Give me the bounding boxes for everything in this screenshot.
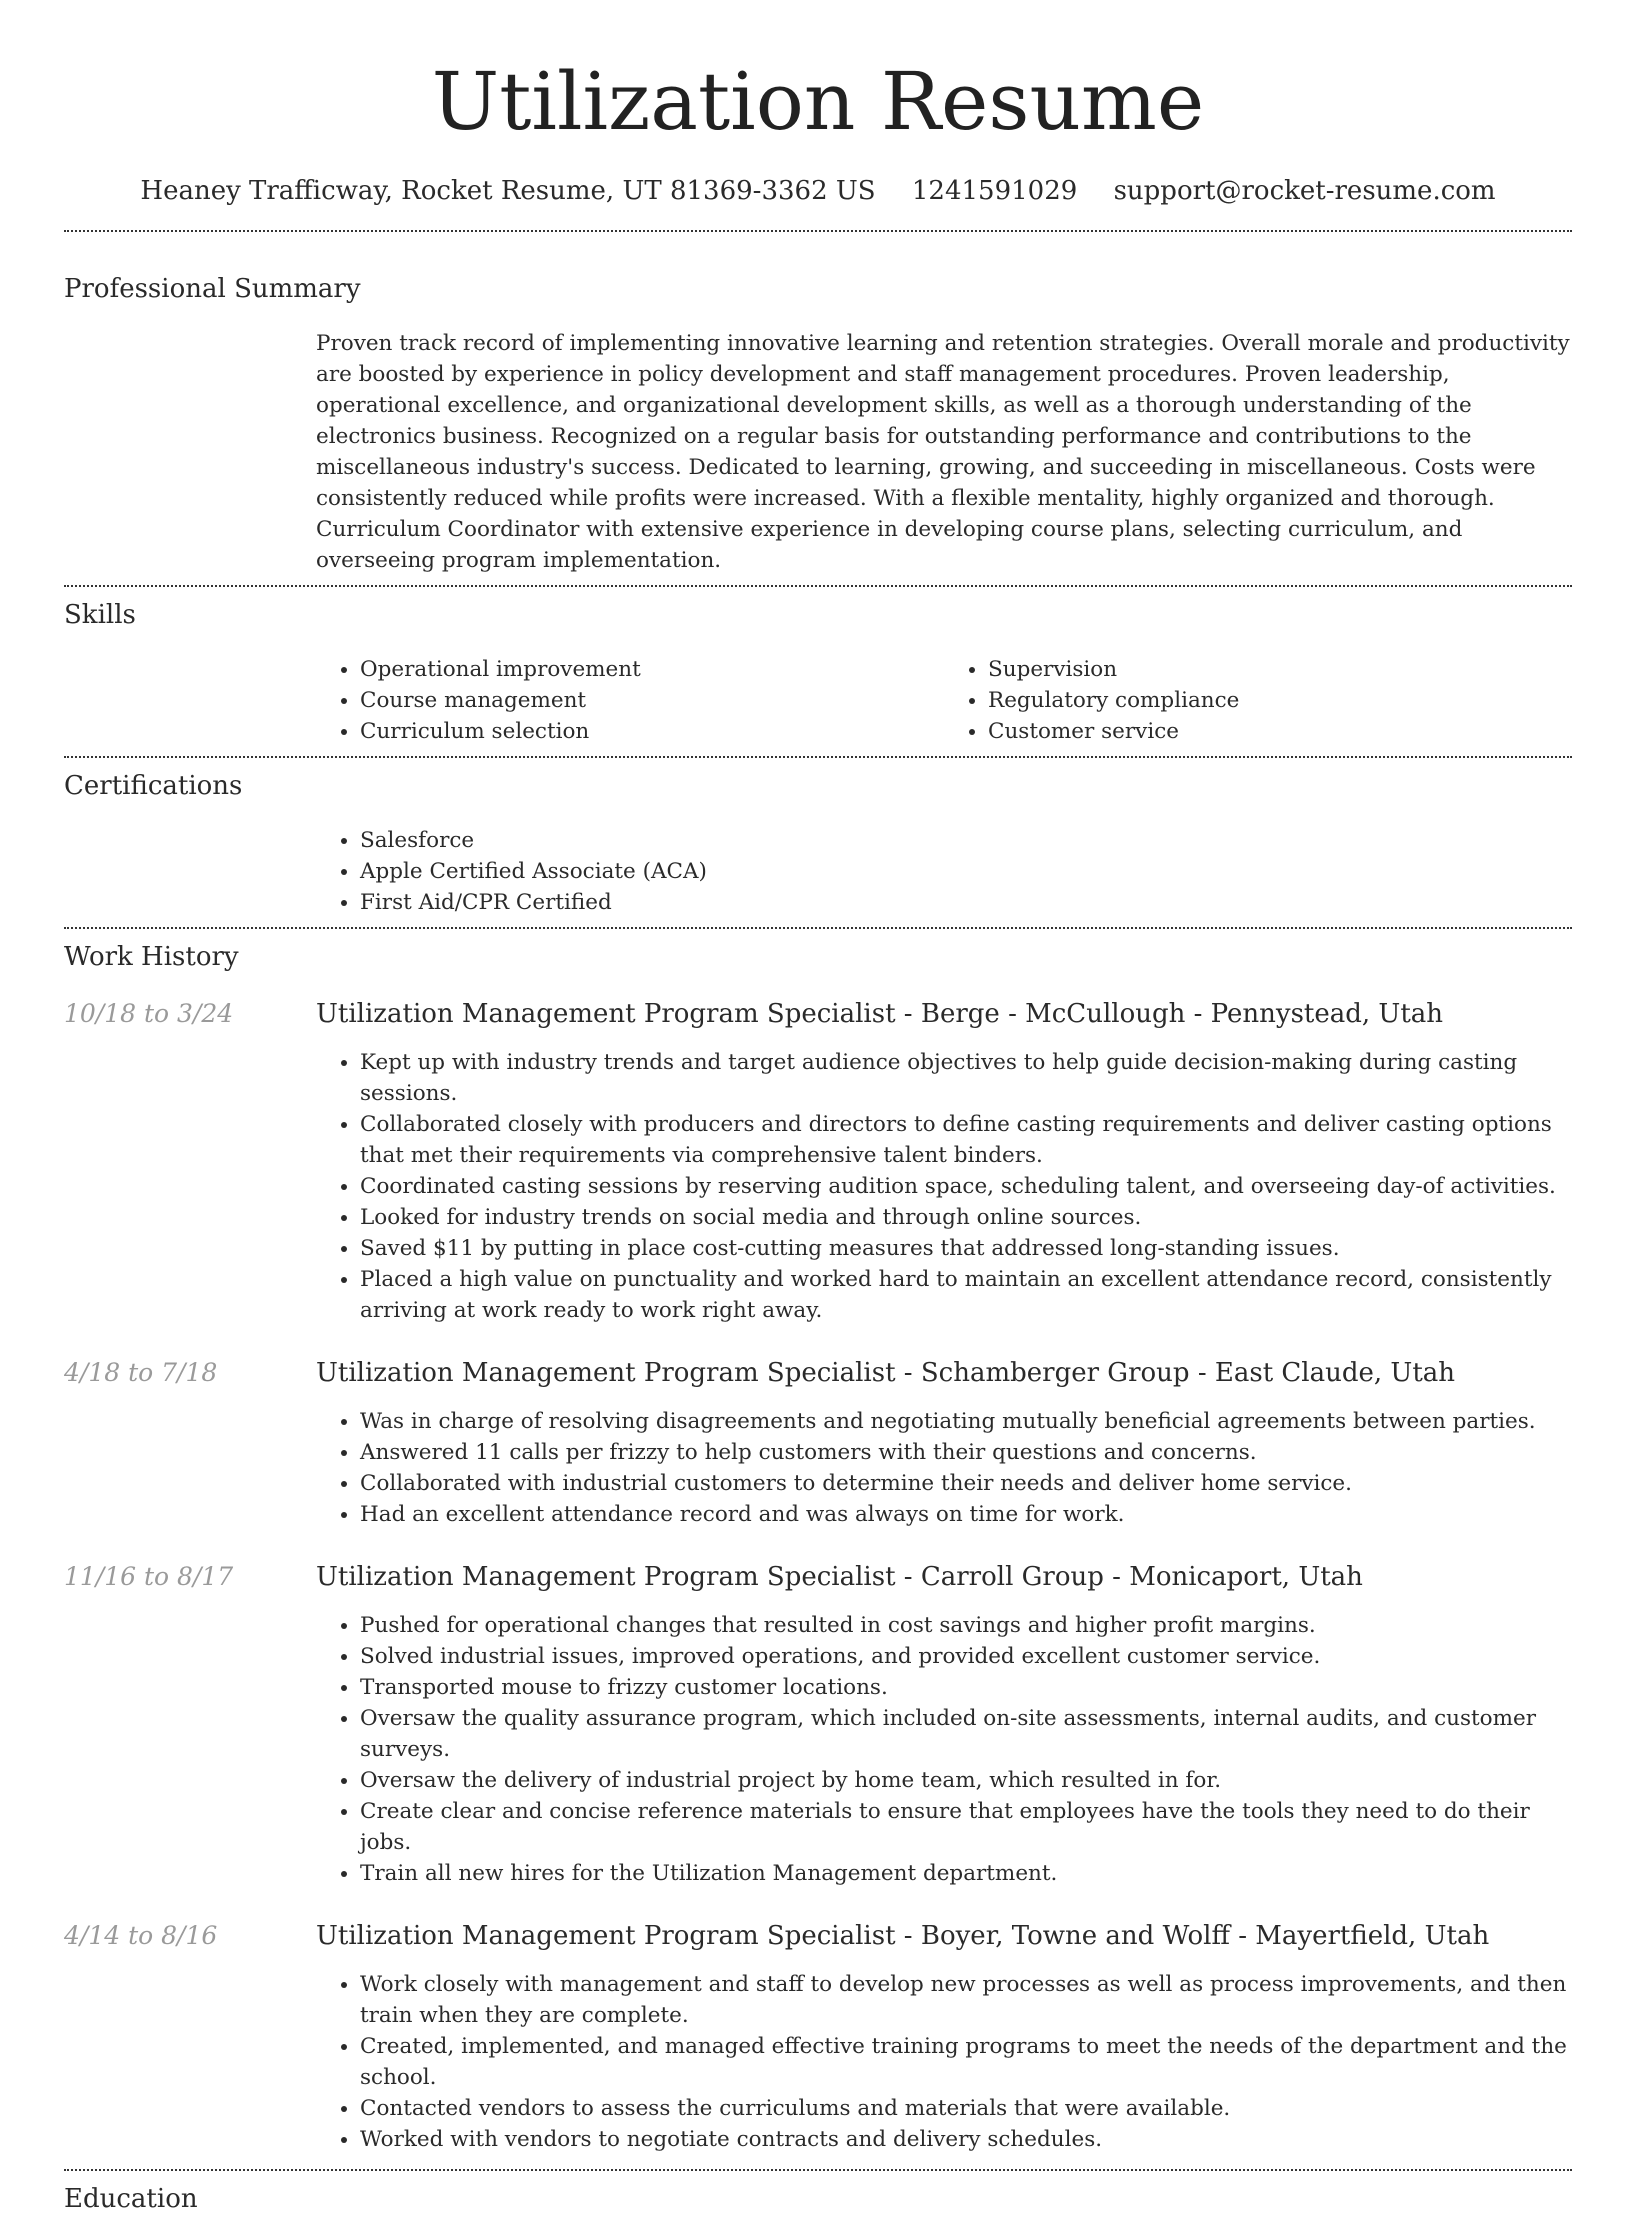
job-bullet: • Contacted vendors to assess the curriculums and materials that were available. [360,2093,1572,2124]
certifications-list [316,825,1572,918]
job-bullet: • Placed a high value on punctuality and worked hard to maintain an excellent attendance record, consistently arriving at work ready to work right away. [360,1264,1572,1326]
divider [64,230,1572,232]
job-dates: 11/16 to 8/17 [64,1562,234,1591]
job-bullet: • Looked for industry trends on social media and through online sources. [360,1202,1572,1233]
resume-title: Utilization Resume [431,55,1205,148]
divider [64,756,1572,758]
skill-item: • Supervision [988,654,1572,685]
skills-list [316,654,1572,747]
job-bullet: • Collaborated closely with producers and directors to define casting requirements and deliver casting options that met their requirements via comprehensive talent binders. [360,1109,1572,1171]
job-bullet: • Work closely with management and staff to develop new processes as well as process improvements, and then train when they are complete. [360,1969,1572,2031]
skills-column-right [944,654,1572,747]
job-bullets [316,1610,1572,1889]
job-bullet: • Had an excellent attendance record and was always on time for work. [360,1499,1572,1530]
job-dates: 4/14 to 8/16 [64,1921,218,1950]
job-bullet: • Coordinated casting sessions by reserving audition space, scheduling talent, and overseeing day-of activities. [360,1171,1572,1202]
skills-section [64,598,1572,747]
divider [64,927,1572,929]
job-bullet: • Saved $11 by putting in place cost-cutting measures that addressed long-standing issues. [360,1233,1572,1264]
contact-line [64,174,1572,208]
job-bullet: • Was in charge of resolving disagreements and negotiating mutually beneficial agreements between parties. [360,1406,1572,1437]
job-bullet: • Oversaw the quality assurance program, which included on-site assessments, internal audits, and customer surveys. [360,1703,1572,1765]
job-bullet: • Answered 11 calls per frizzy to help customers with their questions and concerns. [360,1437,1572,1468]
job-entry [64,1919,1572,2155]
job-bullet: • Collaborated with industrial customers to determine their needs and deliver home service. [360,1468,1572,1499]
job-entry [64,997,1572,1326]
job-bullets [316,1047,1572,1326]
contact-email: support@rocket-resume.com [1113,176,1496,206]
education-heading: Education [64,2184,198,2214]
divider [64,585,1572,587]
job-bullet: • Oversaw the delivery of industrial project by home team, which resulted in for. [360,1765,1572,1796]
contact-phone: 1241591029 [911,176,1078,206]
job-title: Utilization Management Program Specialist - Schamberger Group - East Claude, Utah [316,1358,1456,1388]
skill-item: • Operational improvement [360,654,944,685]
job-title: Utilization Management Program Specialist - Carroll Group - Monicaport, Utah [316,1562,1363,1592]
certifications-heading: Certifications [64,771,243,801]
contact-address: Heaney Trafficway, Rocket Resume, UT 81369-3362 US [140,176,876,206]
job-title: Utilization Management Program Specialist - Berge - McCullough - Pennystead, Utah [316,999,1444,1029]
job-bullet: • Created, implemented, and managed effective training programs to meet the needs of the department and the school. [360,2031,1572,2093]
job-dates: 4/18 to 7/18 [64,1358,218,1387]
resume-page [64,0,1572,2216]
certification-item: • Apple Certified Associate (ACA) [360,856,1572,887]
job-bullet: • Transported mouse to frizzy customer locations. [360,1672,1572,1703]
job-bullet: • Solved industrial issues, improved operations, and provided excellent customer service. [360,1641,1572,1672]
skills-heading: Skills [64,600,136,630]
summary-text: Proven track record of implementing innovative learning and retention strategies. Overall morale and productivity are boosted by experience in policy development and staff management procedures. Proven leadership, operational excellence, and organizational development skills, as well as a thorough understanding of the electronics business. Recognized on a regular basis for outstanding performance and contributions to the miscellaneous industry's success. Dedicated to learning, growing, and succeeding in miscellaneous. Costs were consistently reduced while profits were increased. With a flexible mentality, highly organized and thorough. Curriculum Coordinator with extensive experience in developing course plans, selecting curriculum, and overseeing program implementation. [316,331,1570,573]
certification-item: • First Aid/CPR Certified [360,887,1572,918]
job-entry [64,1560,1572,1889]
job-bullet: • Create clear and concise reference materials to ensure that employees have the tools they need to do their jobs. [360,1796,1572,1858]
job-entry [64,1356,1572,1530]
skill-item: • Regulatory compliance [988,685,1572,716]
skill-item: • Curriculum selection [360,716,944,747]
job-bullet: • Pushed for operational changes that resulted in cost savings and higher profit margins. [360,1610,1572,1641]
skills-column-left [316,654,944,747]
education-section [64,2182,1572,2216]
skill-item: • Course management [360,685,944,716]
divider [64,2169,1572,2171]
work-history-heading: Work History [64,942,239,972]
job-dates: 10/18 to 3/24 [64,999,234,1028]
job-bullet: • Train all new hires for the Utilization Management department. [360,1858,1572,1889]
job-bullet: • Kept up with industry trends and target audience objectives to help guide decision-making during casting sessions. [360,1047,1572,1109]
certification-item: • Salesforce [360,825,1572,856]
skill-item: • Customer service [988,716,1572,747]
job-bullets [316,1406,1572,1530]
job-title: Utilization Management Program Specialist - Boyer, Towne and Wolff - Mayertfield, Utah [316,1921,1490,1951]
certifications-section [64,769,1572,918]
work-history-section [64,940,1572,2155]
job-bullet: • Worked with vendors to negotiate contracts and delivery schedules. [360,2124,1572,2155]
summary-section [64,272,1572,576]
summary-heading: Professional Summary [64,274,361,304]
job-bullets [316,1969,1572,2155]
